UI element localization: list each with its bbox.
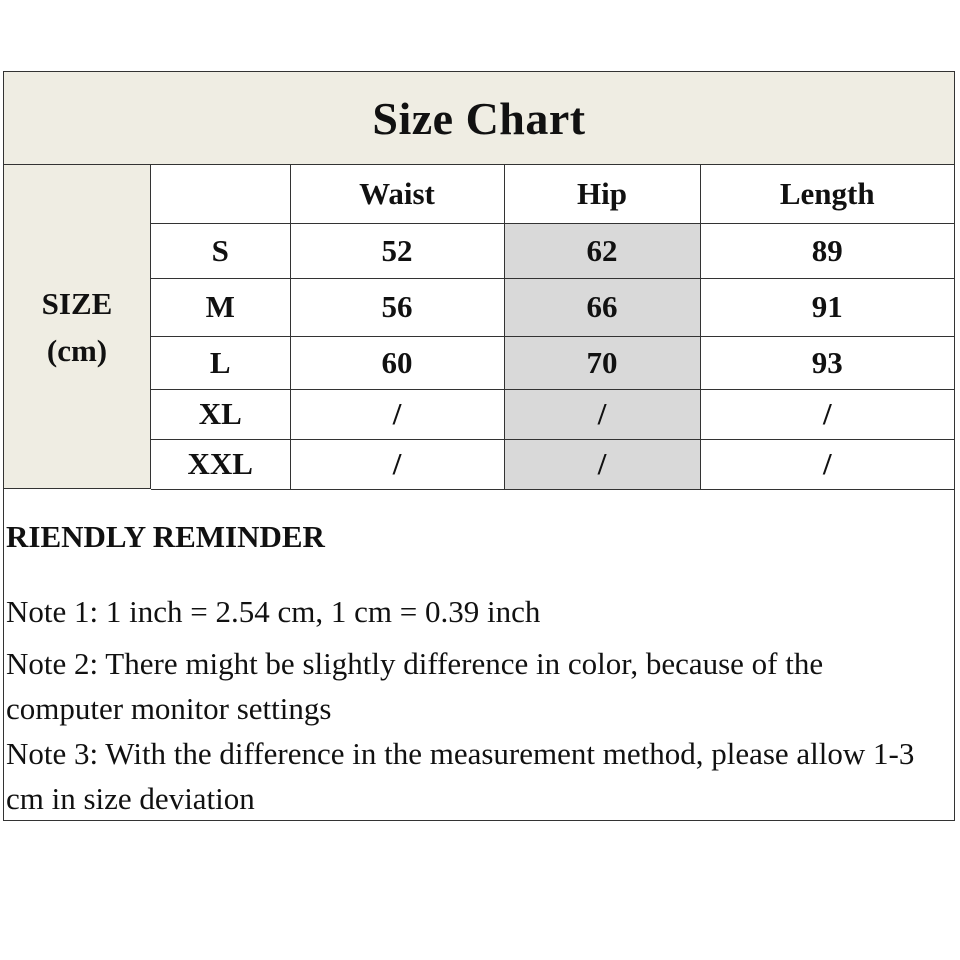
length-cell: 91 (700, 278, 954, 336)
size-cell: L (151, 336, 290, 389)
header-cell-length: Length (700, 165, 954, 223)
hip-cell: 62 (504, 223, 700, 278)
header-cell-waist: Waist (290, 165, 504, 223)
hip-cell: / (504, 389, 700, 439)
table-header-row (151, 165, 954, 223)
header-cell-hip: Hip (504, 165, 700, 223)
length-cell: 93 (700, 336, 954, 389)
title-bar (4, 72, 954, 165)
size-cell: XXL (151, 439, 290, 489)
length-cell: / (700, 389, 954, 439)
size-cell: M (151, 278, 290, 336)
chart-title: Size Chart (372, 92, 586, 144)
size-label-line1: SIZE (41, 285, 113, 321)
table-row (151, 336, 954, 389)
header-cell-empty (151, 165, 290, 223)
size-table (151, 165, 954, 490)
table-row (151, 439, 954, 489)
reminder-section (6, 489, 946, 821)
waist-cell: 60 (290, 336, 504, 389)
size-label-line2: (cm) (46, 332, 108, 368)
hip-cell: 66 (504, 278, 700, 336)
length-cell: / (700, 439, 954, 489)
hip-cell: 70 (504, 336, 700, 389)
size-cell: S (151, 223, 290, 278)
reminder-heading: RIENDLY REMINDER (6, 519, 325, 554)
waist-cell: / (290, 439, 504, 489)
note-1: Note 1: 1 inch = 2.54 cm, 1 cm = 0.39 inch (6, 594, 541, 629)
size-unit-label (4, 165, 151, 489)
size-chart (3, 71, 955, 821)
table-row (151, 278, 954, 336)
waist-cell: / (290, 389, 504, 439)
size-cell: XL (151, 389, 290, 439)
length-cell: 89 (700, 223, 954, 278)
note-2: Note 2: There might be slightly difference in color, because of the computer monitor settings (6, 646, 824, 726)
note-3: Note 3: With the difference in the measurement method, please allow 1-3 cm in size deviation (6, 736, 915, 816)
table-row (151, 389, 954, 439)
hip-cell: / (504, 439, 700, 489)
table-row (151, 223, 954, 278)
waist-cell: 56 (290, 278, 504, 336)
waist-cell: 52 (290, 223, 504, 278)
